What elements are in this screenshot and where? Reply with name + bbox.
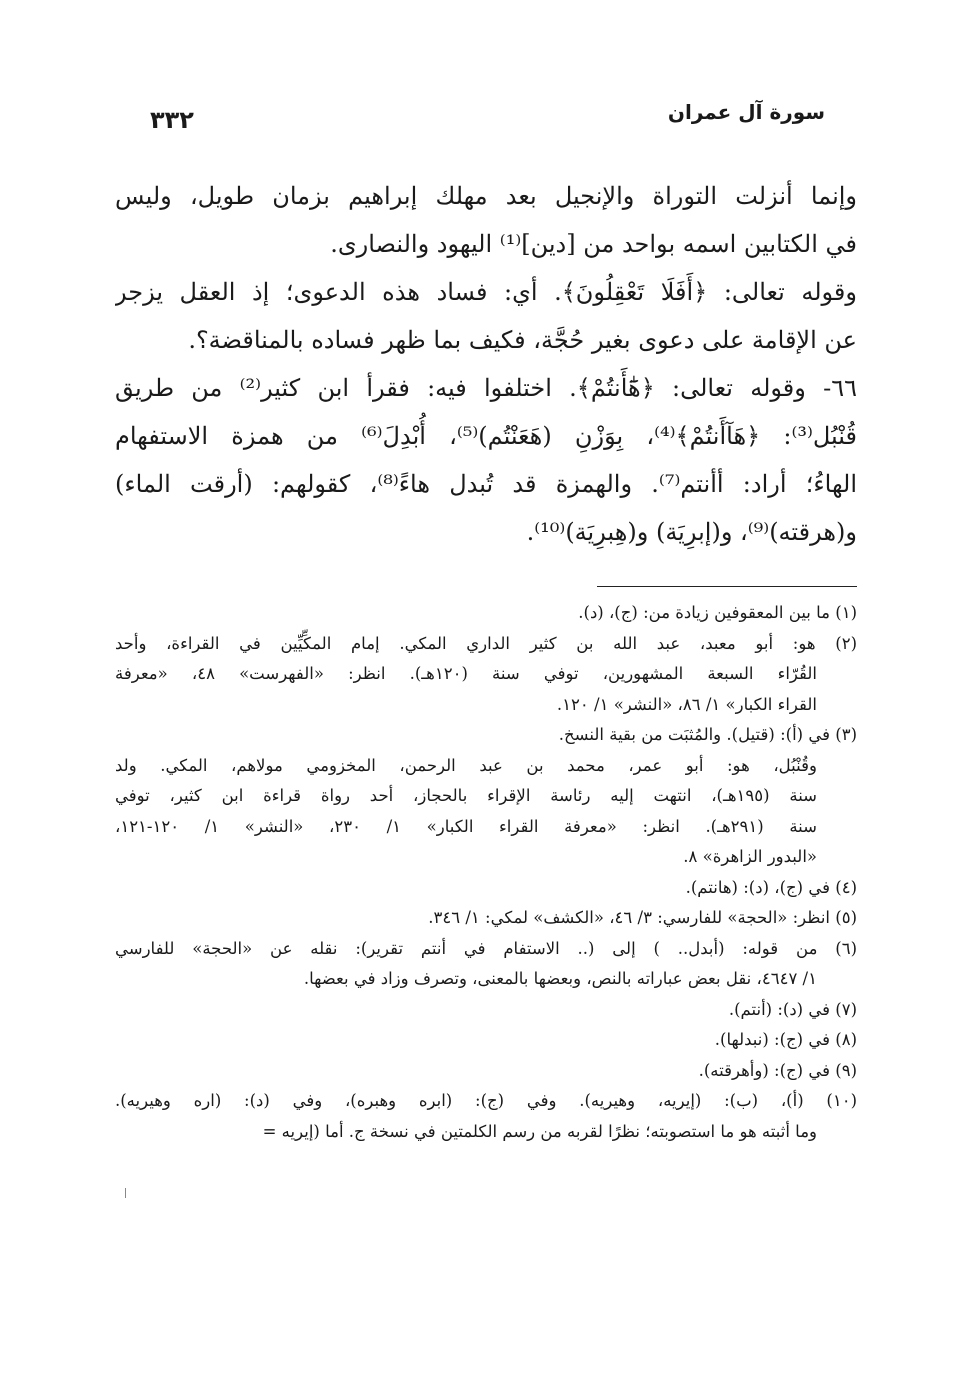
footnote-line: (٩) في (ج): (وأهرقته). [698,1060,857,1080]
main-line: ٦٦- وقوله تعالى: ﴿هَٰٓأَنتُمْ﴾. اختلفوا فيه: فقرأ ابن كثير⁽²⁾ من طريق [115,374,857,402]
main-line: و(هرقته)⁽⁹⁾، و(إبرِيَة) و(هِبرِيَة)⁽¹⁰⁾. [526,518,857,546]
footnote-line: القُرّاء السبعة المشهورين، توفي سنة (١٢٠هـ). انظر: «الفهرست» ٤٨، «معرفة [115,664,817,683]
footnote-line: (٢) هو: أبو معبد، عبد الله بن كثير الداري المكي. إمام المكِّيِّين في القراءة، وأحد [115,633,857,653]
page-number: ٣٣٢ [150,106,194,134]
footnote-line: ١/ ٤٦٤٧، نقل بعض عباراته بالنص، وبعضها بالمعنى، وتصرف وزاد في بعضها. [303,969,817,988]
footnote-line: (٨) في (ج): (نبدلها). [714,1030,857,1049]
main-line: وإنما أنزلت التوراة والإنجيل بعد مهلك إبراهيم بزمان طويل، وليس [115,182,857,210]
footnote-line: (٣) في (أ): (قتيل). والمُثبَت من بقية النسخ. [558,725,857,744]
footnote-divider [597,586,857,587]
main-line: الهاءُ؛ أراد: أأنتم⁽⁷⁾. والهمزة قد تُبدل هاءً⁽⁸⁾، كقولهم: (أرقت الماء) [115,470,857,498]
footnote-line: (٥) انظر: «الحجة» للفارسي: ٣/ ٤٦، «الكشف» لمكي: ١/ ٣٤٦. [428,908,857,927]
footnote-line: (٤) في (ج)، (د): (هانتم). [685,877,857,897]
surah-title: سورة آل عمران [667,100,825,124]
margin-mark [125,1188,126,1198]
main-text [115,172,857,556]
footnote-line: وما أثبته هو ما استصوبته؛ نظرًا لقربه من رسم الكلمتين في نسخة ج. أما (إيريه = [262,1121,817,1141]
main-line: وقوله تعالى: ﴿أَفَلَا تَعْقِلُونَ﴾. أي: فساد هذه الدعوى؛ إذ العقل يزجر [115,278,857,306]
footnote-line: «البدور الزاهرة» ٨. [683,847,817,866]
footnote-line: (١٠) (أ)، (ب): (إيريه، وهيريه). وفي (ج): (ابره وهبره)، وفي (د): (اره وهيريه). [115,1091,857,1110]
main-line: عن الإقامة على دعوى بغير حُجَّة، فكيف بما ظهر فساده بالمناقضة؟. [188,326,857,354]
footnote-line: (٧) في (د): (أنتم). [728,999,857,1019]
footnote-line: سنة (٢٩١هـ). انظر: «معرفة القراء الكبار» ١/ ٢٣٠، «النشر» ١/ ١٢٠-١٢١، [115,816,817,836]
footnote-line: القراء الكبار» ١/ ٨٦، «النشر» ١/ ١٢٠. [556,694,817,714]
footnotes [115,598,857,1147]
footnote-line: سنة (١٩٥هـ)، انتهت إليه رئاسة الإقراء بالحجاز، أحد رواة قراءة ابن كثير، توفي [115,786,817,805]
footnote-line: (٦) من قوله: (أبدل.. ) إلى (.. الاستفام في أنتم تقرير): نقله عن «الحجة» للفارسي [115,938,857,958]
footnote-line: (١) ما بين المعقوفين زيادة من: (ج)، (د). [578,603,857,622]
main-line: قُنْبُل⁽³⁾: ﴿هَآأَنتُمْ﴾⁽⁴⁾، بِوَزْنِ (هَعَنْتُم)⁽⁵⁾، أُبْدِلَ⁽⁶⁾ من همزة الاستفهام [115,422,857,450]
main-line: في الكتابين اسمه بواحد من [دين]⁽¹⁾ اليهود والنصارى. [330,230,857,258]
page-header [140,92,835,142]
footnote-line: وقُنْبُل، هو: أبو عمر، محمد بن عبد الرحمن، المخزومي مولاهم، المكي. ولد [115,755,817,775]
